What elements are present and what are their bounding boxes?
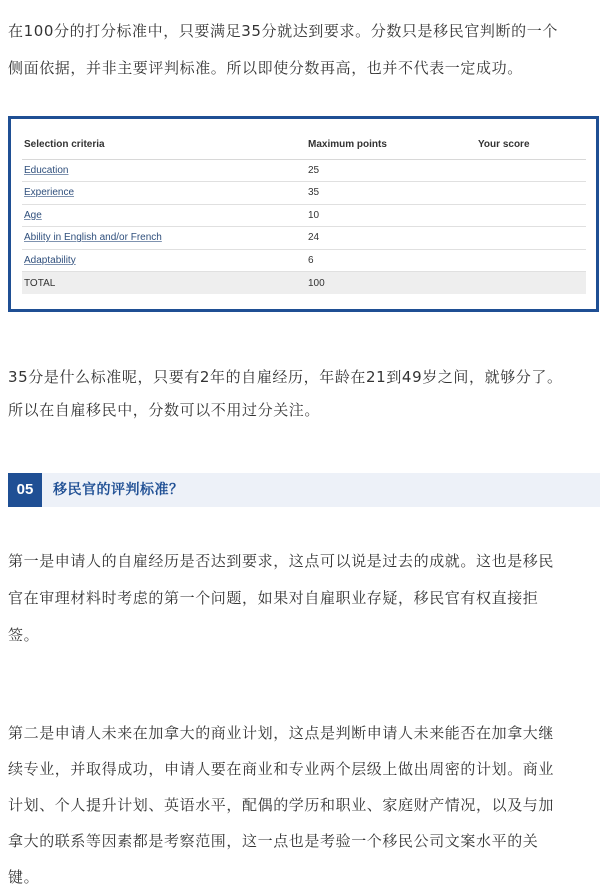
table-row (22, 249, 586, 272)
selection-criteria-table (22, 131, 586, 294)
text-line: 侧面依据，并非主要评判标准。所以即使分数再高，也并不代表一定成功。 (8, 59, 523, 77)
criteria-link-adaptability[interactable]: Adaptability (24, 254, 76, 266)
header-your-score: Your score (476, 131, 586, 159)
table-header-row (22, 131, 586, 159)
text-line: 签。 (8, 626, 40, 644)
table-row (22, 204, 586, 227)
intro-paragraph (8, 16, 602, 83)
points-cell: 10 (306, 204, 476, 227)
paragraph-second-criterion (8, 718, 602, 892)
section-title: 移民官的评判标准？ (53, 482, 184, 498)
score-cell (476, 159, 586, 182)
text-line: 计划、个人提升计划、英语水平，配偶的学历和职业、家庭财产情况，以及与加 (8, 796, 555, 814)
header-selection-criteria: Selection criteria (22, 131, 306, 159)
section-number-badge: 05 (8, 473, 42, 507)
text-line: 第一是申请人的自雇经历是否达到要求，这点可以说是过去的成就。这也是移民 (8, 552, 555, 570)
paragraph-first-criterion (8, 546, 602, 650)
criteria-table-image (8, 116, 599, 312)
points-cell: 6 (306, 249, 476, 272)
text-line: 键。 (8, 868, 40, 886)
criteria-link-language[interactable]: Ability in English and/or French (24, 232, 162, 244)
score-cell (476, 204, 586, 227)
text-line: 第二是申请人未来在加拿大的商业计划，这点是判断申请人未来能否在加拿大继 (8, 724, 555, 742)
text-line: 拿大的联系等因素都是考察范围，这一点也是考验一个移民公司文案水平的关 (8, 832, 539, 850)
text-line: 续专业，并取得成功，申请人要在商业和专业两个层级上做出周密的计划。商业 (8, 760, 555, 778)
text-line: 所以在自雇移民中，分数可以不用过分关注。 (8, 401, 321, 419)
criteria-cell[interactable] (22, 204, 306, 227)
paragraph-score-standard (8, 362, 602, 425)
criteria-link-age[interactable]: Age (24, 209, 42, 221)
section-heading (8, 473, 600, 507)
points-cell: 25 (306, 159, 476, 182)
criteria-link-experience[interactable]: Experience (24, 187, 75, 199)
criteria-link-education[interactable]: Education (24, 164, 69, 176)
table-row (22, 159, 586, 182)
header-maximum-points: Maximum points (306, 131, 476, 159)
criteria-cell[interactable] (22, 159, 306, 182)
points-cell: 35 (306, 182, 476, 205)
score-cell (476, 249, 586, 272)
points-cell: 24 (306, 227, 476, 250)
text-line: 官在审理材料时考虑的第一个问题，如果对自雇职业存疑，移民官有权直接拒 (8, 589, 539, 607)
total-score (476, 272, 586, 295)
table-row (22, 227, 586, 250)
score-cell (476, 227, 586, 250)
total-label: TOTAL (22, 272, 306, 295)
text-line: 在100分的打分标准中，只要满足35分就达到要求。分数只是移民官判断的一个 (8, 22, 558, 40)
total-points: 100 (306, 272, 476, 295)
criteria-cell[interactable] (22, 227, 306, 250)
criteria-cell[interactable] (22, 249, 306, 272)
table-row (22, 182, 586, 205)
text-line: 35分是什么标准呢，只要有2年的自雇经历，年龄在21到49岁之间，就够分了。 (8, 368, 563, 386)
score-cell (476, 182, 586, 205)
table-total-row (22, 272, 586, 295)
criteria-cell[interactable] (22, 182, 306, 205)
